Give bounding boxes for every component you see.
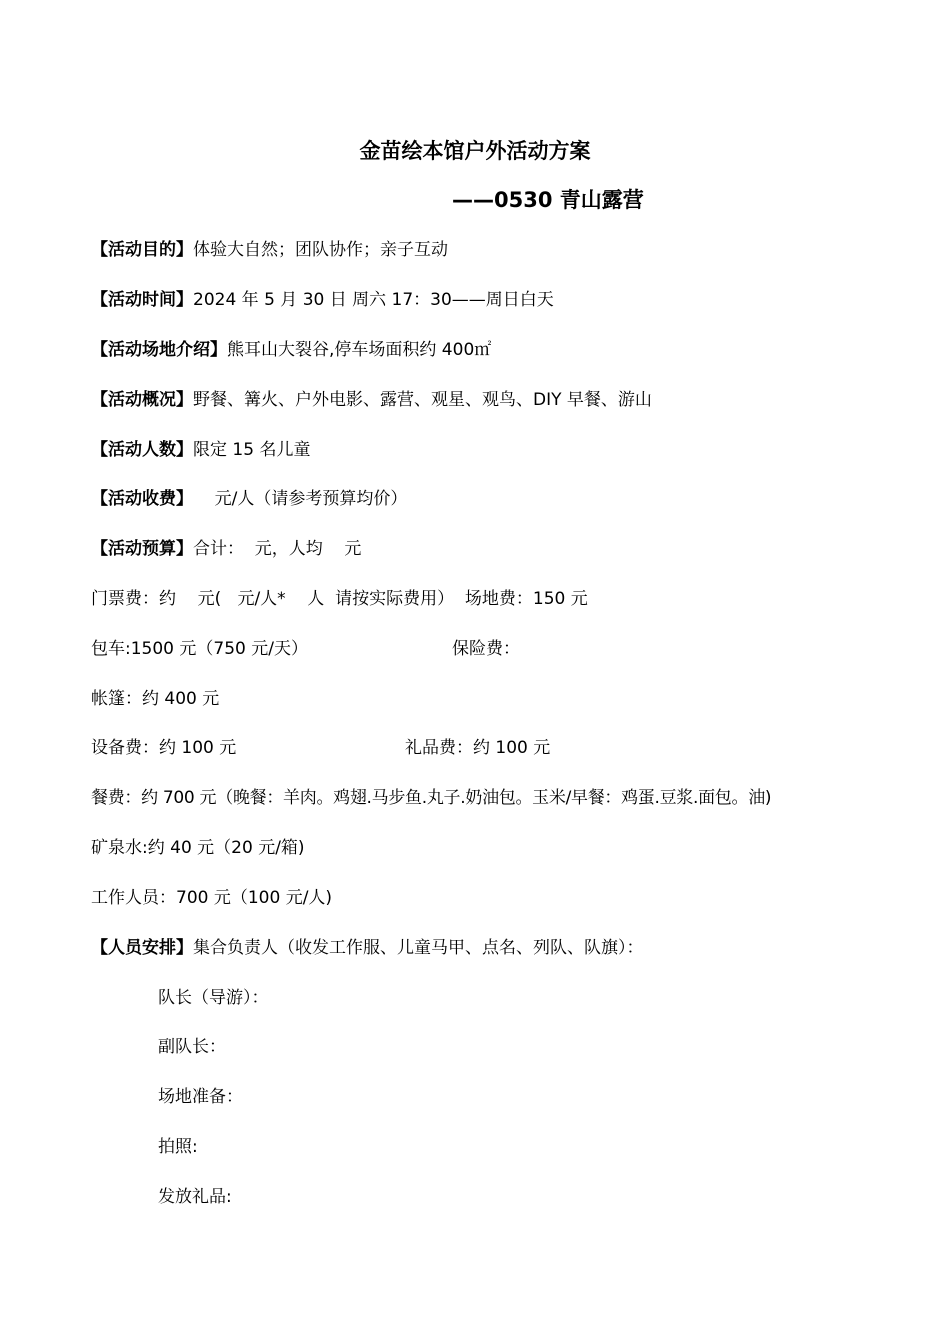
insurance-cost-line: 保险费： [452, 639, 520, 659]
staffing-line [91, 937, 644, 959]
water-cost-line: 矿泉水:约 40 元（20 元/箱) [91, 838, 305, 858]
staff-cost-line: 工作人员：700 元（100 元/人) [91, 888, 333, 908]
headcount-line [91, 439, 310, 461]
overview-label: 【活动概况】 [91, 390, 193, 410]
document-subtitle: ——0530 青山露营 [452, 188, 644, 212]
budget-label: 【活动预算】 [91, 539, 193, 559]
headcount-label: 【活动人数】 [91, 440, 193, 460]
overview-line [91, 389, 652, 411]
role-photography: 拍照: [158, 1137, 198, 1157]
time-label: 【活动时间】 [91, 290, 193, 310]
meal-cost-line: 餐费：约 700 元（晚餐：羊肉。鸡翅.马步鱼.丸子.奶油包。玉米/早餐：鸡蛋.豆浆.面包。油) [91, 788, 772, 808]
role-gift-distribution: 发放礼品: [158, 1187, 232, 1207]
fee-value: 元/人（请参考预算均价） [193, 489, 408, 509]
bus-cost-line: 包车:1500 元（750 元/天） [91, 639, 308, 659]
role-vice-captain: 副队长： [158, 1037, 226, 1057]
role-captain: 队长（导游）： [158, 988, 269, 1008]
budget-value: 合计： 元，人均 元 [193, 539, 362, 559]
tent-cost-line: 帐篷：约 400 元 [91, 689, 220, 709]
time-line [91, 289, 554, 311]
venue-line [91, 339, 491, 361]
equipment-cost-line: 设备费：约 100 元 [91, 738, 237, 758]
document-title: 金苗绘本馆户外活动方案 [359, 139, 591, 163]
purpose-value: 体验大自然；团队协作；亲子互动 [193, 240, 448, 260]
ticket-cost-line: 门票费：约 元( 元/人* 人 请按实际费用） 场地费：150 元 [91, 589, 588, 609]
headcount-value: 限定 15 名儿童 [193, 440, 311, 460]
venue-value: 熊耳山大裂谷,停车场面积约 400㎡ [227, 340, 492, 360]
gift-cost-line: 礼品费：约 100 元 [405, 738, 551, 758]
purpose-line [91, 239, 448, 261]
staffing-label: 【人员安排】 [91, 938, 193, 958]
budget-line [91, 538, 361, 560]
fee-line [91, 488, 407, 510]
venue-label: 【活动场地介绍】 [91, 340, 227, 360]
role-venue-prep: 场地准备： [158, 1087, 243, 1107]
fee-label: 【活动收费】 [91, 489, 193, 509]
purpose-label: 【活动目的】 [91, 240, 193, 260]
overview-value: 野餐、篝火、户外电影、露营、观星、观鸟、DIY 早餐、游山 [193, 390, 652, 410]
staffing-value: 集合负责人（收发工作服、儿童马甲、点名、列队、队旗）： [193, 938, 644, 958]
time-value: 2024 年 5 月 30 日 周六 17：30——周日白天 [193, 290, 554, 310]
